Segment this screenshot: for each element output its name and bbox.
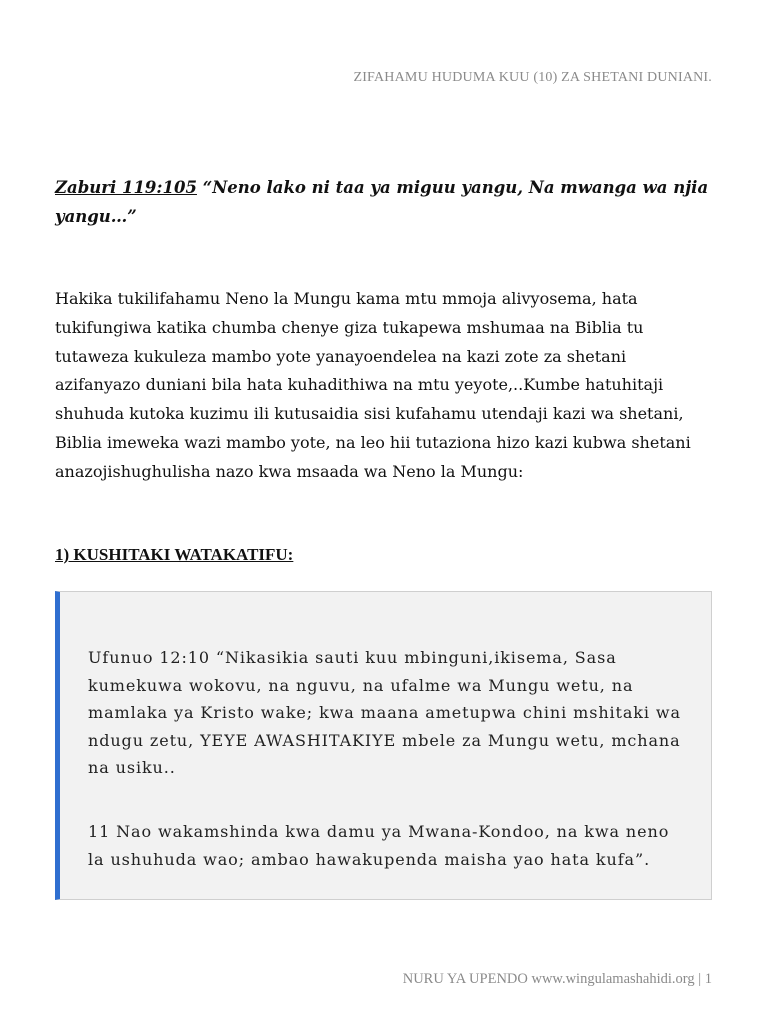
- quote-paragraph-2: 11 Nao wakamshinda kwa damu ya Mwana-Kondoo, na kwa neno la ushuhuda wao; ambao hawakupenda maisha yao hata kufa”.: [88, 822, 670, 869]
- verse-text: “Neno lako ni taa ya miguu yangu, Na mwanga wa njia yangu…”: [55, 178, 709, 226]
- scripture-quote-box: [55, 591, 712, 900]
- page-header: ZIFAHAMU HUDUMA KUU (10) ZA SHETANI DUNIANI.: [353, 70, 712, 85]
- page-footer: NURU YA UPENDO www.wingulamashahidi.org | 1: [402, 971, 712, 987]
- section-heading: 1) KUSHITAKI WATAKATIFU:: [55, 545, 294, 564]
- verse-line: [55, 174, 715, 231]
- quote-paragraph-1: Ufunuo 12:10 “Nikasikia sauti kuu mbinguni,ikisema, Sasa kumekuwa wokovu, na nguvu, na ufalme wa Mungu wetu, na mamlaka ya Kristo wake; kwa maana ametupwa chini mshitaki wa ndugu zetu, YEYE AWASHITAKIYE mbele za Mungu wetu, mchana na usiku..: [88, 648, 681, 778]
- intro-paragraph: Hakika tukilifahamu Neno la Mungu kama mtu mmoja alivyosema, hata tukifungiwa katika chumba chenye giza tukapewa mshumaa na Biblia tu tutaweza kukuleza mambo yote yanayoendelea na kazi zote za shetani azifanyazo duniani bila hata kuhadithiwa na mtu yeyote,..Kumbe hatuhitaji shuhuda kutoka kuzimu ili kutusaidia sisi kufahamu utendaji kazi wa shetani, Biblia imeweka wazi mambo yote, na leo hii tutaziona hizo kazi kubwa shetani anazojishughulisha nazo kwa msaada wa Neno la Mungu:: [55, 289, 691, 481]
- verse-reference: Zaburi 119:105: [55, 178, 197, 197]
